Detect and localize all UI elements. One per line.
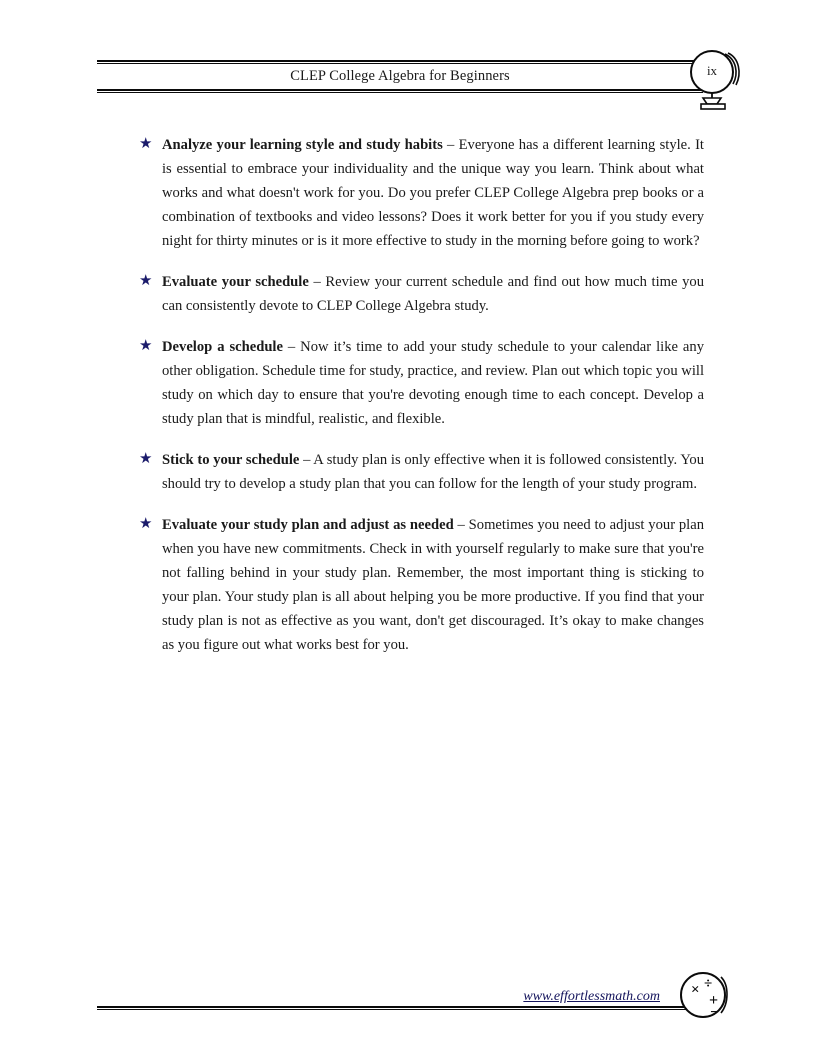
star-bullet-icon: ★ — [139, 273, 153, 289]
list-item-lead: Analyze your learning style and study habits — [162, 137, 443, 153]
header-rule-bottom — [97, 89, 703, 93]
page-title: CLEP College Algebra for Beginners — [290, 68, 510, 84]
globe-icon — [689, 49, 747, 111]
page-number: ix — [706, 63, 718, 78]
page-footer — [97, 976, 720, 1021]
list-item-lead: Evaluate your schedule — [162, 274, 309, 290]
list-item-lead: Evaluate your study plan and adjust as needed — [162, 517, 454, 533]
page-header — [97, 56, 718, 100]
star-bullet-icon: ★ — [139, 451, 153, 467]
list-item — [140, 513, 704, 657]
body-content — [140, 133, 704, 657]
list-item — [140, 335, 704, 431]
list-item-body: – Review your current schedule and find out how much time you can consistently devote to CLEP College Algebra study. — [162, 274, 705, 314]
svg-text:−: − — [710, 1004, 720, 1021]
svg-text:+: + — [709, 992, 719, 1009]
footer-rule — [97, 1006, 703, 1010]
svg-text:×: × — [691, 982, 700, 998]
list-item-lead: Develop a schedule — [162, 339, 283, 355]
list-item-lead: Stick to your schedule — [162, 452, 300, 468]
list-item-body: – Everyone has a different learning style. It is essential to embrace your individuality and the unique way you learn. Think about what works and what doesn't work for you. Do you prefer CLEP College Algebra prep books or a combination of textbooks and video lessons? Does it work better for you if you study every night for thirty minutes or is it more effective to study in the morning before going to work? — [162, 137, 704, 249]
star-bullet-icon: ★ — [139, 338, 153, 354]
list-item-body: – Sometimes you need to adjust your plan when you have new commitments. Check in with yourself regularly to make sure that you're not falling behind in your study plan. Remember, the most important thing is sticking to your plan. Your study plan is all about helping you be more productive. If you find that your study plan is not as effective as you want, don't get discouraged. It’s okay to make changes as you figure out what works best for you. — [162, 517, 705, 653]
svg-text:÷: ÷ — [704, 976, 713, 992]
math-symbols-logo — [677, 969, 729, 1021]
list-item-body: – A study plan is only effective when it is followed consistently. You should try to develop a study plan that you can follow for the length of your study program. — [162, 452, 704, 492]
list-item — [140, 133, 704, 253]
list-item-body: – Now it’s time to add your study schedule to your calendar like any other obligation. Schedule time for study, practice, and review. Plan out which topic you will study on which day to ensure that you're devoting enough time to each concept. Develop a study plan that is mindful, realistic, and flexible. — [162, 339, 704, 427]
header-rule-top — [97, 60, 703, 64]
star-bullet-icon: ★ — [139, 516, 153, 532]
star-bullet-icon: ★ — [139, 136, 153, 152]
list-item — [140, 270, 704, 318]
website-link[interactable]: www.effortlessmath.com — [520, 988, 663, 1006]
list-item — [140, 448, 704, 496]
